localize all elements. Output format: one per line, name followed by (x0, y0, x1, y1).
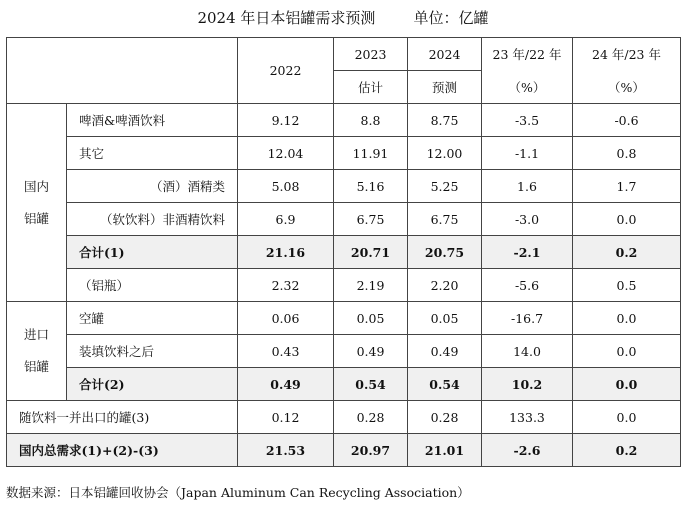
header-2024: 2024 (408, 38, 482, 71)
table-row: 装填饮料之后 0.43 0.49 0.49 14.0 0.0 (7, 335, 681, 368)
header-ratio-24-23: 24 年/23 年 (573, 38, 681, 71)
header-2024-sub: 预测 (408, 71, 482, 104)
subtotal-row: 合计(1) 21.16 20.71 20.75 -2.1 0.2 (7, 236, 681, 269)
table-row: 进口 铝罐 空罐 0.06 0.05 0.05 -16.7 0.0 (7, 302, 681, 335)
header-2022: 2022 (238, 38, 334, 104)
header-ratio-23-22-sub: （%） (482, 71, 573, 104)
page-title: 2024 年日本铝罐需求预测 单位：亿罐 (197, 9, 489, 27)
forecast-table (6, 37, 681, 467)
header-2023: 2023 (334, 38, 408, 71)
table-row: 其它 12.04 11.91 12.00 -1.1 0.8 (7, 137, 681, 170)
table-row: （软饮料）非酒精饮料 6.9 6.75 6.75 -3.0 0.0 (7, 203, 681, 236)
table-row: （铝瓶） 2.32 2.19 2.20 -5.6 0.5 (7, 269, 681, 302)
table-row: （酒）酒精类 5.08 5.16 5.25 1.6 1.7 (7, 170, 681, 203)
header-corner (7, 38, 238, 104)
table-row: 国内 铝罐 啤酒&啤酒饮料 9.12 8.8 8.75 -3.5 -0.6 (7, 104, 681, 137)
table-row: 随饮料一并出口的罐(3) 0.12 0.28 0.28 133.3 0.0 (7, 401, 681, 434)
header-ratio-23-22: 23 年/22 年 (482, 38, 573, 71)
subtotal-row: 合计(2) 0.49 0.54 0.54 10.2 0.0 (7, 368, 681, 401)
header-ratio-24-23-sub: （%） (573, 71, 681, 104)
source-note: 数据来源：日本铝罐回收协会（Japan Aluminum Can Recycling Association） (6, 485, 470, 500)
total-row: 国内总需求(1)+(2)-(3) 21.53 20.97 21.01 -2.6 0.2 (7, 434, 681, 467)
header-row-1 (7, 38, 681, 71)
header-2023-sub: 估计 (334, 71, 408, 104)
group-import: 进口 铝罐 (7, 302, 67, 401)
group-domestic: 国内 铝罐 (7, 104, 67, 302)
